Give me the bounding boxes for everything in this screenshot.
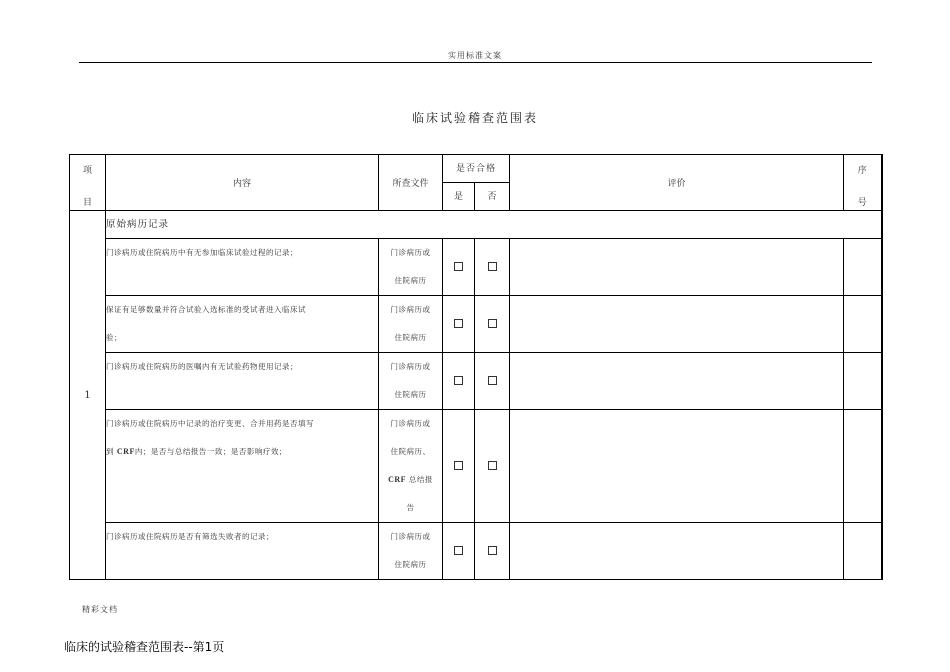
serial-cell [844,239,882,296]
yes-cell[interactable] [443,353,475,410]
header-serial-line2: 号 [857,198,867,208]
table-row [70,523,882,580]
yes-checkbox[interactable] [454,262,463,271]
serial-cell [844,353,882,410]
header-item [70,155,106,211]
row-file: 门诊病历或 住院病历 [379,296,443,353]
header-item-line1: 项 [82,166,92,176]
serial-cell [844,410,882,523]
header-yes: 是 [443,183,475,211]
table-row [70,353,882,410]
no-cell[interactable] [475,523,510,580]
document-title: 临床试验稽查范围表 [411,111,538,125]
header-qualified: 是否合格 [443,155,510,183]
header-item-line2: 目 [82,198,92,208]
section-title: 原始病历记录 [106,211,882,239]
footer-note: 精彩文档 [82,605,118,614]
yes-checkbox[interactable] [454,376,463,385]
yes-cell[interactable] [443,296,475,353]
evaluation-cell[interactable] [510,239,844,296]
table-row [70,239,882,296]
row-content: 门诊病历或住院病历中有无参加临床试验过程的记录； [106,239,379,296]
evaluation-cell[interactable] [510,296,844,353]
row-file: 门诊病历或 住院病历、 CRF 总结报 告 [379,410,443,523]
no-cell[interactable] [475,410,510,523]
header-serial-line1: 序 [857,166,867,176]
yes-checkbox[interactable] [454,319,463,328]
row-content: 门诊病历或住院病历是否有筛选失败者的记录； [106,523,379,580]
evaluation-cell[interactable] [510,523,844,580]
serial-cell [844,296,882,353]
row-file: 门诊病历或 住院病历 [379,353,443,410]
yes-cell[interactable] [443,239,475,296]
header-evaluation: 评价 [510,155,844,211]
evaluation-cell[interactable] [510,353,844,410]
row-content: 门诊病历或住院病历中记录的治疗变更、合并用药是否填写 到 CRF内；是否与总结报告一致；是否影响疗效； [106,410,379,523]
yes-checkbox[interactable] [454,461,463,470]
evaluation-cell[interactable] [510,410,844,523]
no-checkbox[interactable] [488,319,497,328]
row-file: 门诊病历或 住院病历 [379,523,443,580]
no-checkbox[interactable] [488,262,497,271]
item-number: 1 [70,211,106,580]
header-no: 否 [475,183,510,211]
yes-cell[interactable] [443,523,475,580]
section-row [70,211,882,239]
serial-cell [844,523,882,580]
header-file: 所查文件 [379,155,443,211]
table-row [70,410,882,523]
no-cell[interactable] [475,239,510,296]
no-checkbox[interactable] [488,461,497,470]
no-cell[interactable] [475,353,510,410]
header-content: 内容 [106,155,379,211]
row-file: 门诊病历或 住院病历 [379,239,443,296]
header-row [70,155,882,183]
header-serial [844,155,882,211]
yes-cell[interactable] [443,410,475,523]
row-content: 保证有足够数量并符合试验入选标准的受试者进入临床试 验； [106,296,379,353]
row-content: 门诊病历或住院病历的医嘱内有无试验药物使用记录； [106,353,379,410]
yes-checkbox[interactable] [454,546,463,555]
no-checkbox[interactable] [488,546,497,555]
page-footer: 临床的试验稽查范围表--第1页 [64,640,225,654]
no-checkbox[interactable] [488,376,497,385]
header-text: 实用标准文案 [448,51,502,60]
header-rule [79,62,872,63]
audit-table [69,154,883,580]
table-row [70,296,882,353]
no-cell[interactable] [475,296,510,353]
